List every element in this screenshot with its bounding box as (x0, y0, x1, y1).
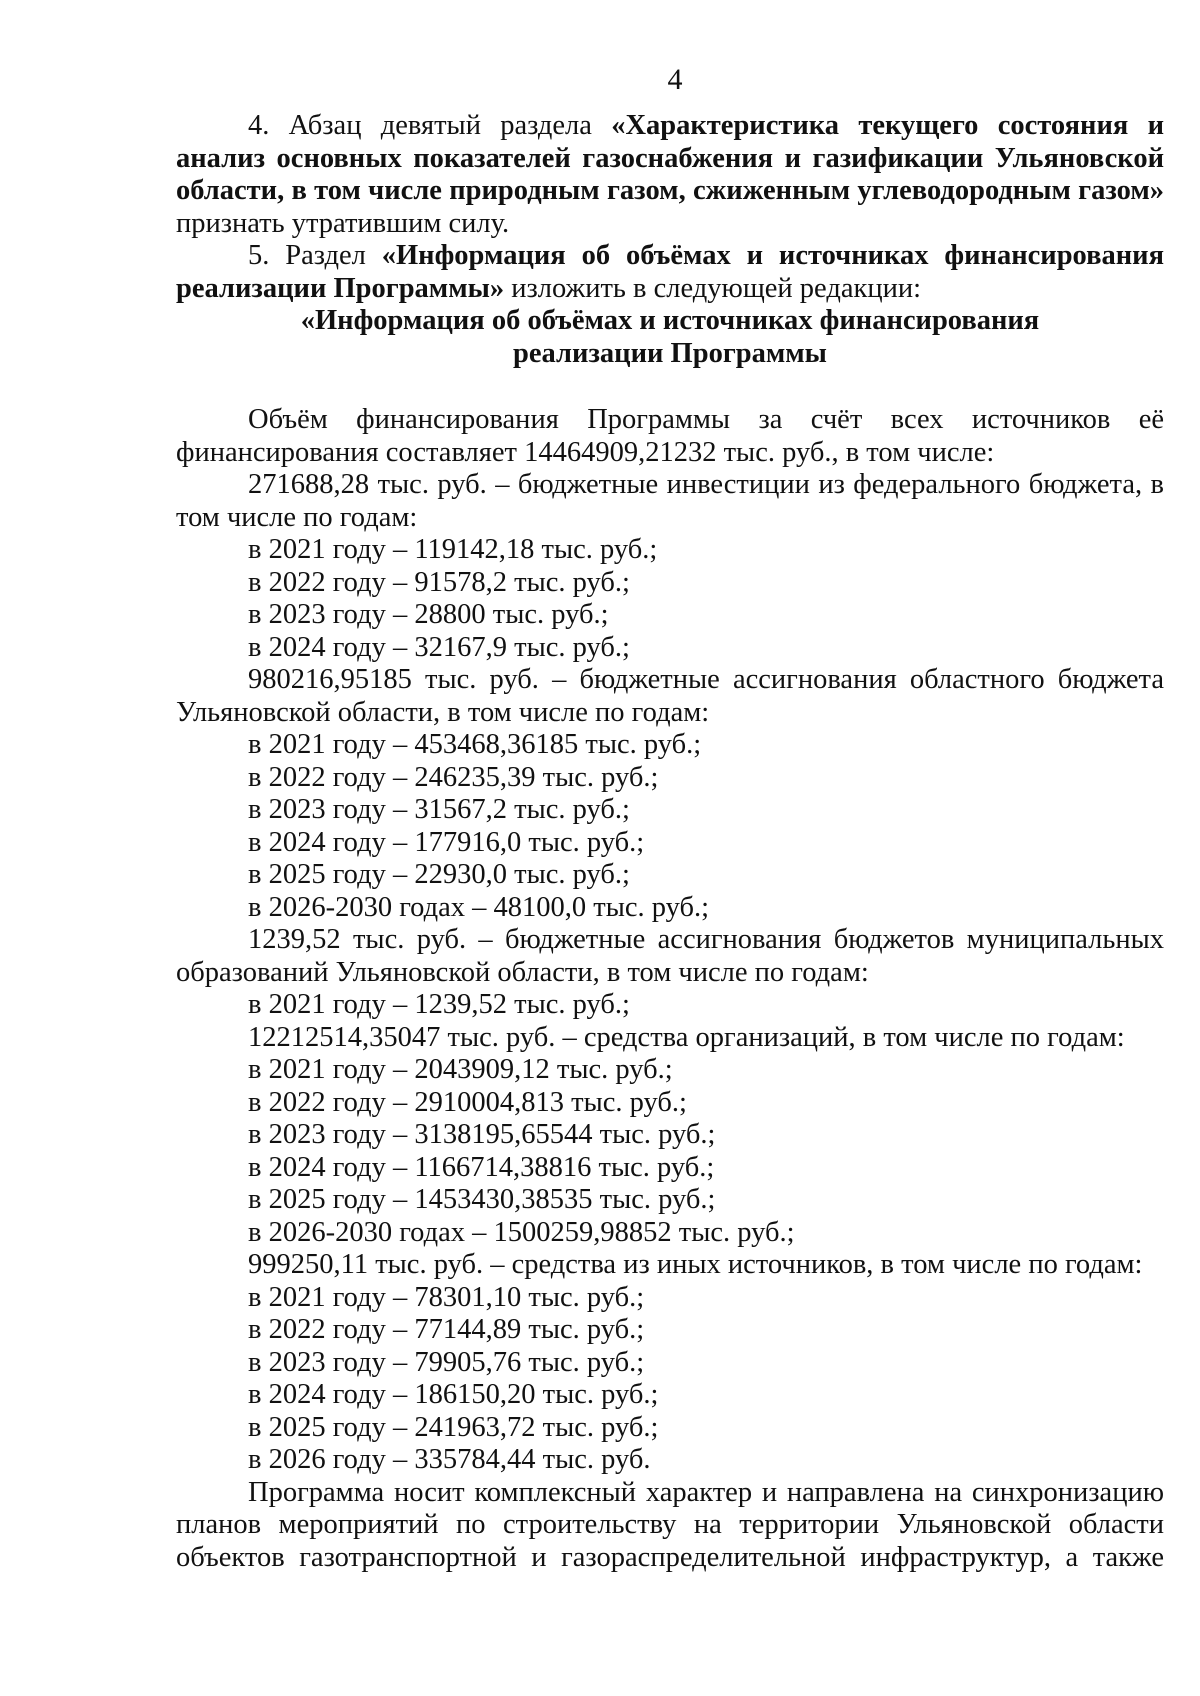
other-sources-item: в 2022 году – 77144,89 тыс. руб.; (248, 1314, 645, 1345)
item-4-tail: признать утратившим силу. (176, 207, 510, 239)
regional-item: в 2022 году – 246235,39 тыс. руб.; (248, 761, 659, 793)
organizations-item: в 2024 году – 1166714,38816 тыс. руб.; (248, 1151, 715, 1183)
regional-item: в 2023 году – 31567,2 тыс. руб.; (248, 794, 630, 825)
regional-item: в 2021 году – 453468,36185 тыс. руб.; (248, 729, 702, 760)
item-4-section-name: «Характеристика текущего состояния и анализ основных показателей газоснабжения и газификации Ульяновской области, в том числе природным газом, сжиженным углеводородным газом» (176, 110, 1164, 206)
page-number: 4 (667, 63, 683, 96)
regional-item: в 2026-2030 годах – 48100,0 тыс. руб.; (248, 891, 710, 923)
organizations-item: в 2026-2030 годах – 1500259,98852 тыс. руб.; (248, 1216, 795, 1248)
item-4-paragraph (176, 110, 1164, 240)
federal-list (176, 534, 1164, 664)
other-sources-heading: 999250,11 тыс. руб. – средства из иных источников, в том числе по годам: (248, 1249, 1143, 1280)
other-sources-item: в 2021 году – 78301,10 тыс. руб.; (248, 1281, 645, 1313)
municipal-list (176, 989, 1164, 1022)
item-4-lead: 4. Абзац девятый раздела (248, 110, 612, 141)
federal-item: в 2024 году – 32167,9 тыс. руб.; (248, 631, 630, 663)
item-5-paragraph (176, 240, 1164, 305)
organizations-list (176, 1054, 1164, 1249)
regional-heading: 980216,95185 тыс. руб. – бюджетные ассигнования областного бюджета Ульяновской области, в том числе по годам: (176, 664, 1164, 728)
section-title-line-2: реализации Программы (513, 337, 827, 369)
section-title-line-1: «Информация об объёмах и источниках финансирования (300, 305, 1040, 336)
regional-item: в 2025 году – 22930,0 тыс. руб.; (248, 859, 630, 890)
other-sources-item: в 2023 году – 79905,76 тыс. руб.; (248, 1346, 645, 1378)
municipal-heading: 1239,52 тыс. руб. – бюджетные ассигнования бюджетов муниципальных образований Ульяновской области, в том числе по годам: (176, 924, 1164, 988)
federal-heading: 271688,28 тыс. руб. – бюджетные инвестиции из федерального бюджета, в том числе по годам: (176, 469, 1164, 533)
municipal-item: в 2021 году – 1239,52 тыс. руб.; (248, 989, 630, 1020)
other-sources-item: в 2026 году – 335784,44 тыс. руб. (248, 1444, 651, 1475)
federal-item: в 2022 году – 91578,2 тыс. руб.; (248, 566, 630, 598)
organizations-item: в 2021 году – 2043909,12 тыс. руб.; (248, 1054, 673, 1085)
regional-list (176, 729, 1164, 924)
intro-paragraph: Объём финансирования Программы за счёт всех источников её финансирования составляет 14464909,21232 тыс. руб., в том числе: (176, 404, 1164, 468)
other-sources-item: в 2024 году – 186150,20 тыс. руб.; (248, 1379, 659, 1410)
federal-item: в 2021 году – 119142,18 тыс. руб.; (248, 534, 658, 565)
organizations-item: в 2025 году – 1453430,38535 тыс. руб.; (248, 1184, 716, 1215)
item-5-tail: изложить в следующей редакции: (504, 272, 921, 304)
closing-paragraph: Программа носит комплексный характер и направлена на синхронизацию планов мероприятий по строительству на территории Ульяновской области объектов газотранспортной и газораспределительной инфраструктур, а также (176, 1476, 1164, 1573)
organizations-item: в 2023 году – 3138195,65544 тыс. руб.; (248, 1119, 716, 1150)
regional-item: в 2024 году – 177916,0 тыс. руб.; (248, 826, 645, 858)
other-sources-item: в 2025 году – 241963,72 тыс. руб.; (248, 1411, 659, 1443)
item-5-section-name: «Информация об объёмах и источниках финансирования реализации Программы» (176, 240, 1164, 304)
title-spacer (176, 370, 1164, 404)
organizations-item: в 2022 году – 2910004,813 тыс. руб.; (248, 1086, 687, 1118)
organizations-heading: 12212514,35047 тыс. руб. – средства организаций, в том числе по годам: (248, 1021, 1125, 1053)
other-sources-list (176, 1282, 1164, 1477)
document-page (176, 64, 1164, 1574)
federal-item: в 2023 году – 28800 тыс. руб.; (248, 599, 609, 630)
item-5-lead: 5. Раздел (248, 240, 382, 271)
